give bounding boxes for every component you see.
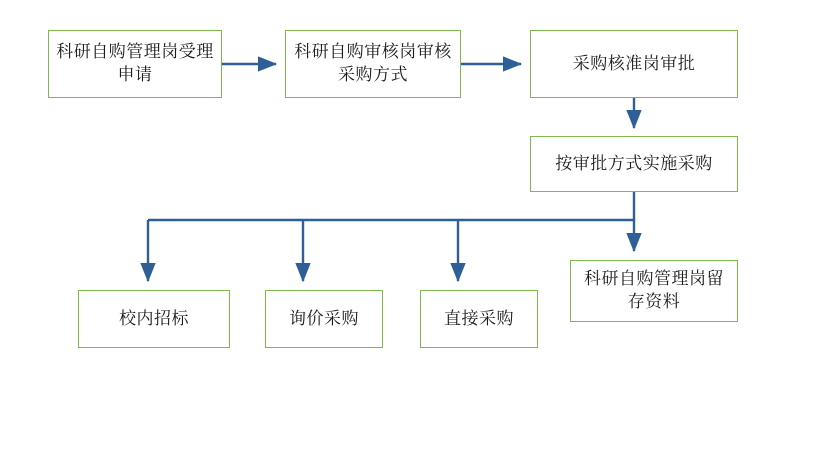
node-inquiry-purchase[interactable] <box>265 290 383 348</box>
node-label: 采购核准岗审批 <box>572 53 696 73</box>
node-execute-purchase[interactable] <box>530 136 738 192</box>
node-label: 校内招标 <box>119 308 189 328</box>
node-direct-purchase[interactable] <box>420 290 538 348</box>
node-label: 科研自购管理岗留存资料 <box>584 269 724 311</box>
node-archive-materials[interactable] <box>570 260 738 322</box>
node-label: 按审批方式实施采购 <box>555 153 713 173</box>
node-review-purchase-method[interactable] <box>285 30 461 98</box>
node-label: 科研自购管理岗受理申请 <box>56 42 214 84</box>
node-label: 科研自购审核岗审核采购方式 <box>294 42 452 84</box>
node-label: 直接采购 <box>444 308 514 328</box>
node-approval[interactable] <box>530 30 738 98</box>
node-label: 询价采购 <box>289 308 359 328</box>
node-apply-acceptance[interactable] <box>48 30 222 98</box>
node-campus-bidding[interactable] <box>78 290 230 348</box>
edge-n4-bus <box>148 192 634 220</box>
